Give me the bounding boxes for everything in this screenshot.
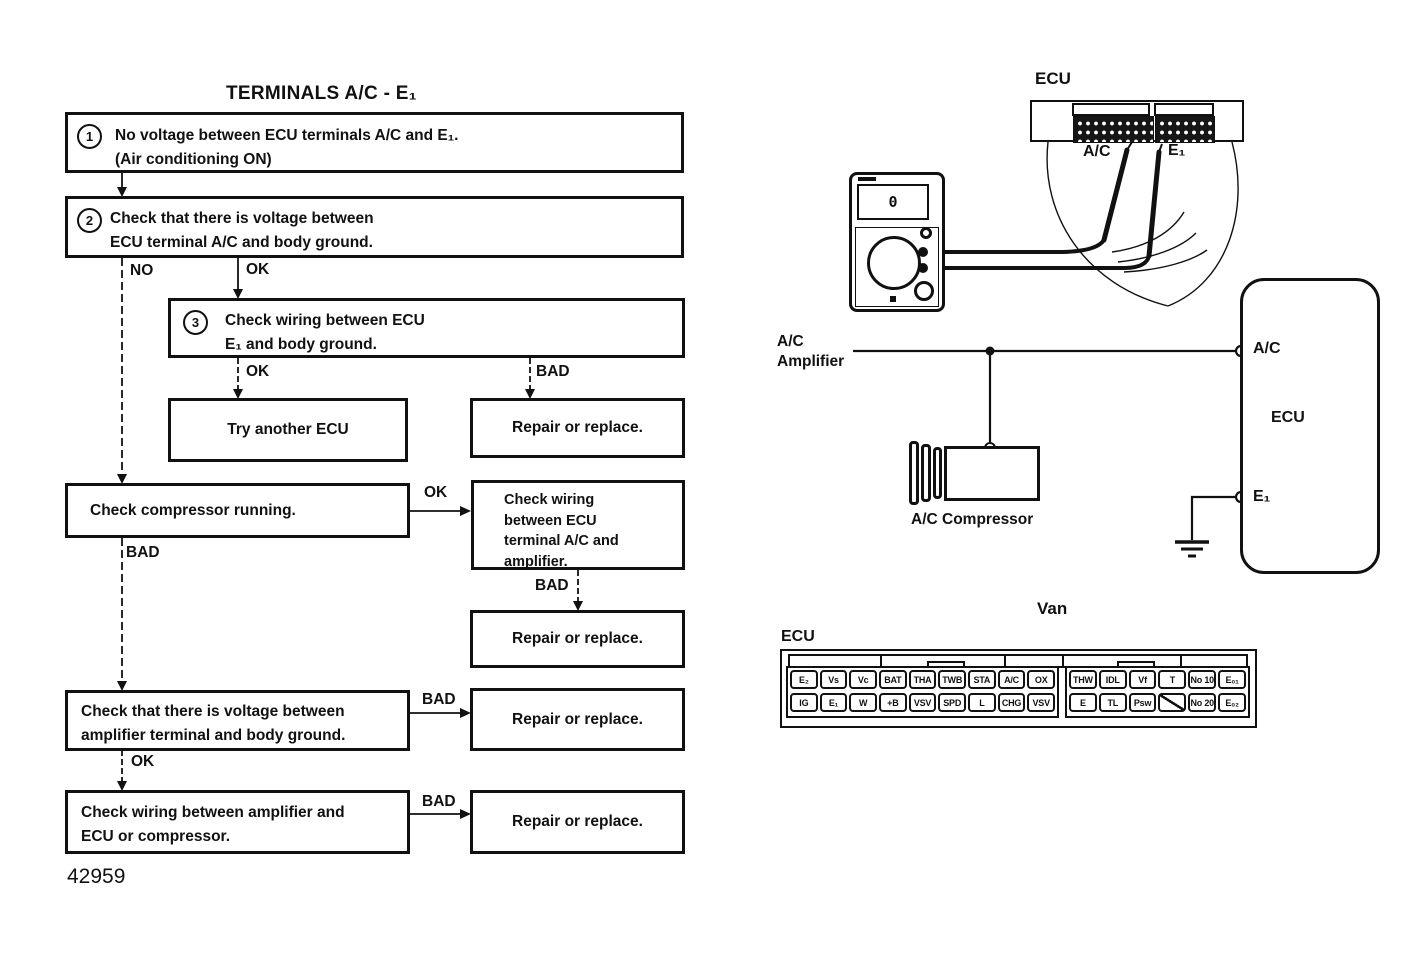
wiring-amp-line4: amplifier. [504, 553, 568, 570]
van-ecu-label: ECU [781, 628, 815, 645]
branch-ok-label: OK [246, 363, 270, 380]
ground-icon [1175, 542, 1209, 556]
step-1-line1: No voltage between ECU terminals A/C and E₁. [115, 127, 459, 144]
multimeter-jack-1 [920, 227, 932, 239]
pin-cell: VSV [909, 693, 937, 712]
pin-cell: THW [1069, 670, 1097, 689]
circuit-terminal-e1-label: E₁ [1253, 488, 1271, 505]
wiring-amp-line3: terminal A/C and [504, 533, 619, 549]
step-3-line2: E₁ and body ground. [225, 336, 377, 353]
wire-harness [1047, 142, 1238, 306]
multimeter-jack-2 [918, 247, 928, 257]
connector-pin-grid-left [1073, 116, 1154, 143]
strip-divider [1062, 654, 1064, 668]
voltage-amp-line1: Check that there is voltage between [81, 703, 345, 720]
pin-cell: No 20 [1188, 693, 1216, 712]
van-left-bottom-row [790, 693, 1055, 712]
pin-cell: IG [790, 693, 818, 712]
compressor-label: A/C Compressor [911, 511, 1034, 528]
figure-number: 42959 [67, 865, 126, 888]
step-2-number: 2 [77, 208, 102, 233]
flow-box-check-wiring-amplifier [471, 480, 685, 570]
pin-cell: E₀₂ [1218, 693, 1246, 712]
flow-box-repair-3: Repair or replace. [470, 688, 685, 751]
pin-cell: No 10 [1188, 670, 1216, 689]
pin-cell: Vc [849, 670, 877, 689]
pin-cell: W [849, 693, 877, 712]
pin-cell: THA [909, 670, 937, 689]
pin-cell: Vf [1129, 670, 1157, 689]
step-3-line1: Check wiring between ECU [225, 312, 425, 329]
flow-box-try-another-ecu: Try another ECU [168, 398, 408, 462]
amplifier-label-line2: Amplifier [777, 353, 845, 370]
branch-bad-label: BAD [422, 793, 456, 810]
pin-cell: Vs [820, 670, 848, 689]
van-right-bottom-row [1069, 693, 1246, 712]
pin-cell: TWB [938, 670, 966, 689]
pin-cell: E₀₁ [1218, 670, 1246, 689]
flow-box-check-compressor: Check compressor running. [65, 483, 410, 538]
branch-no-label: NO [130, 262, 154, 279]
wiring-amp-line1: Check wiring [504, 492, 595, 508]
connector-latch-right [1154, 103, 1214, 116]
compressor-pulley-rib-1 [909, 441, 919, 505]
pin-cell: SPD [938, 693, 966, 712]
flow-box-repair-2: Repair or replace. [470, 610, 685, 668]
pin-cell: STA [968, 670, 996, 689]
flow-box-check-voltage-amplifier [65, 690, 410, 751]
branch-bad-label: BAD [126, 544, 160, 561]
wiring-amp-ecu-line2: ECU or compressor. [81, 828, 231, 845]
page-title: TERMINALS A/C - E₁ [226, 83, 417, 104]
multimeter-brand-mark [858, 177, 876, 181]
pin-cell: T [1158, 670, 1186, 689]
compressor-pulley-rib-3 [933, 447, 942, 499]
pin-cell: E [1069, 693, 1097, 712]
circuit-ecu-box [1240, 278, 1380, 574]
branch-ok-label: OK [424, 484, 448, 501]
pin-cell: BAT [879, 670, 907, 689]
multimeter-jack-4 [914, 281, 934, 301]
pin-cell: L [968, 693, 996, 712]
step-2-line1: Check that there is voltage between [110, 210, 374, 227]
multimeter-display: 0 [857, 184, 929, 220]
flow-step-1 [65, 112, 684, 173]
van-left-top-row [790, 670, 1055, 689]
step-1-line2: (Air conditioning ON) [115, 151, 272, 168]
step-1-number: 1 [77, 124, 102, 149]
probe-terminal-e1-label: E₁ [1168, 142, 1186, 159]
pin-cell: E₁ [820, 693, 848, 712]
connector-pin-grid-right [1155, 116, 1215, 143]
branch-bad-label: BAD [535, 577, 569, 594]
pin-cell: OX [1027, 670, 1055, 689]
compressor-body [944, 446, 1040, 501]
step-2-line2: ECU terminal A/C and body ground. [110, 234, 373, 251]
branch-bad-label: BAD [536, 363, 570, 380]
step-3-number: 3 [183, 310, 208, 335]
pin-cell: +B [879, 693, 907, 712]
wiring-amp-ecu-line1: Check wiring between amplifier and [81, 804, 345, 821]
circuit-terminal-ac-label: A/C [1253, 340, 1281, 357]
van-title: Van [1037, 599, 1068, 618]
test-leads [927, 142, 1162, 268]
flow-box-repair-1: Repair or replace. [470, 398, 685, 458]
flow-box-check-wiring-amp-ecu [65, 790, 410, 854]
probe-ecu-label: ECU [1035, 69, 1071, 88]
branch-bad-label: BAD [422, 691, 456, 708]
multimeter-jack-3 [918, 263, 928, 273]
flow-step-2 [65, 196, 684, 258]
circuit-ecu-label: ECU [1271, 409, 1305, 426]
compressor-pulley-rib-2 [921, 444, 931, 502]
flow-step-3 [168, 298, 685, 358]
probe-terminal-ac-label: A/C [1083, 143, 1111, 160]
flow-box-repair-4: Repair or replace. [470, 790, 685, 854]
branch-ok-label: OK [131, 753, 155, 770]
branch-ok-label: OK [246, 261, 270, 278]
wire-junction-dot [986, 347, 995, 356]
connector-latch-left [1072, 103, 1150, 116]
pin-cell: A/C [998, 670, 1026, 689]
pin-cell: VSV [1027, 693, 1055, 712]
pin-cell: E₂ [790, 670, 818, 689]
pin-cell: CHG [998, 693, 1026, 712]
pin-cell-blank [1158, 693, 1186, 712]
van-right-top-row [1069, 670, 1246, 689]
multimeter-dial-knob [867, 236, 921, 290]
pin-cell: IDL [1099, 670, 1127, 689]
pin-cell: Psw [1129, 693, 1157, 712]
pin-cell: TL [1099, 693, 1127, 712]
voltage-amp-line2: amplifier terminal and body ground. [81, 727, 346, 744]
wiring-amp-line2: between ECU [504, 512, 597, 529]
amplifier-label-line1: A/C [777, 333, 804, 350]
multimeter-switch-mark [890, 296, 896, 302]
